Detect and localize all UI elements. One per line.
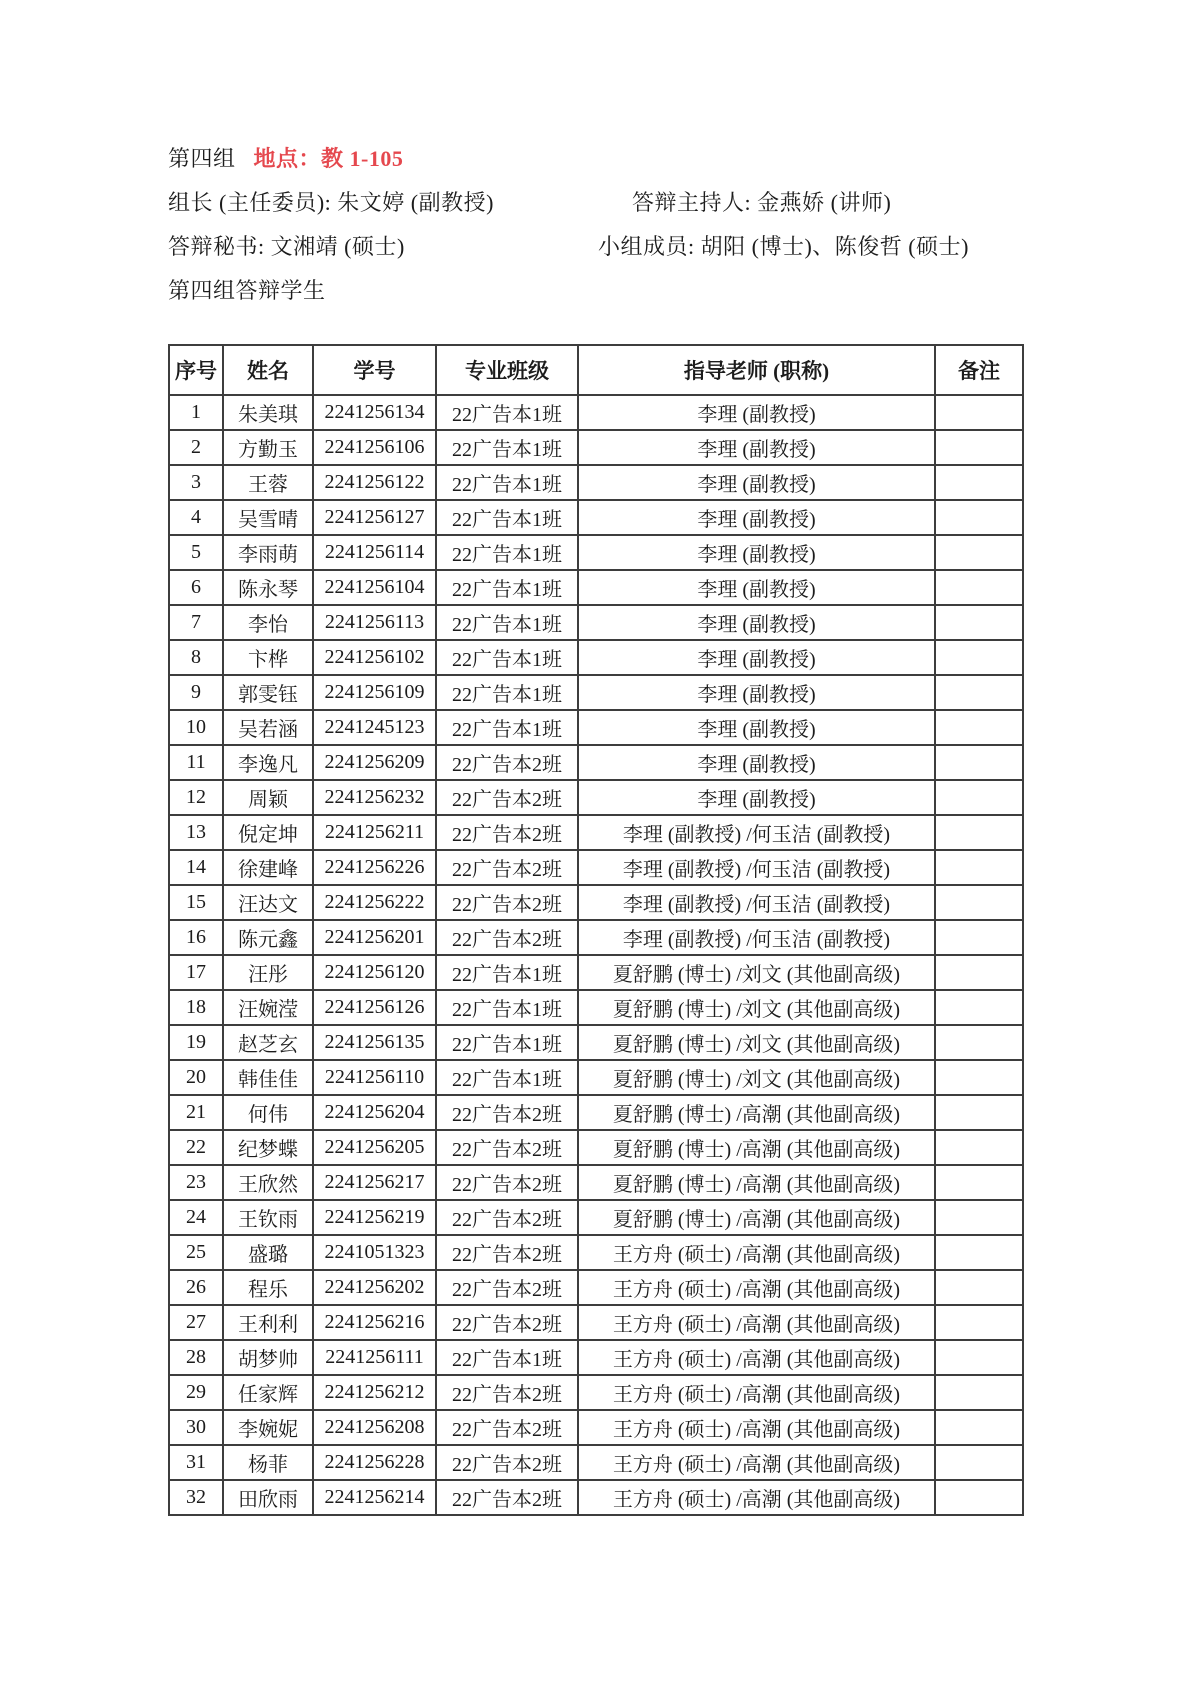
cell-advisor: 李理 (副教授) [578, 465, 935, 500]
table-row [169, 1375, 1023, 1410]
cell-student_id: 2241256110 [313, 1060, 436, 1095]
cell-class_name: 22广告本1班 [436, 955, 578, 990]
cell-name: 李逸凡 [223, 745, 313, 780]
cell-student_id: 2241256217 [313, 1165, 436, 1200]
cell-no: 15 [169, 885, 223, 920]
location-label: 地点：教 1-105 [253, 146, 404, 171]
cell-no: 26 [169, 1270, 223, 1305]
cell-name: 倪定坤 [223, 815, 313, 850]
cell-no: 25 [169, 1235, 223, 1270]
cell-remark [935, 920, 1023, 955]
cell-name: 方勤玉 [223, 430, 313, 465]
cell-remark [935, 605, 1023, 640]
cell-class_name: 22广告本2班 [436, 1480, 578, 1515]
cell-remark [935, 1165, 1023, 1200]
group-leader-text: 组长 (主任委员): 朱文婷 (副教授) [168, 190, 494, 215]
column-header-name: 姓名 [223, 345, 313, 395]
cell-name: 周颖 [223, 780, 313, 815]
cell-class_name: 22广告本1班 [436, 640, 578, 675]
table-row [169, 1095, 1023, 1130]
cell-remark [935, 1445, 1023, 1480]
cell-class_name: 22广告本2班 [436, 1305, 578, 1340]
table-row [169, 1305, 1023, 1340]
table-row [169, 1165, 1023, 1200]
cell-name: 胡梦帅 [223, 1340, 313, 1375]
cell-name: 吴若涵 [223, 710, 313, 745]
cell-advisor: 李理 (副教授) [578, 710, 935, 745]
student-table-body [169, 395, 1023, 1515]
secretary-line [168, 230, 1022, 274]
cell-class_name: 22广告本1班 [436, 465, 578, 500]
table-row [169, 850, 1023, 885]
cell-remark [935, 1340, 1023, 1375]
cell-remark [935, 500, 1023, 535]
cell-name: 任家辉 [223, 1375, 313, 1410]
cell-remark [935, 1130, 1023, 1165]
cell-remark [935, 990, 1023, 1025]
table-row [169, 710, 1023, 745]
cell-student_id: 2241256134 [313, 395, 436, 430]
cell-no: 30 [169, 1410, 223, 1445]
cell-student_id: 2241256201 [313, 920, 436, 955]
cell-remark [935, 675, 1023, 710]
table-header-row [169, 345, 1023, 395]
column-header-advisor: 指导老师 (职称) [578, 345, 935, 395]
cell-advisor: 王方舟 (硕士) /高潮 (其他副高级) [578, 1375, 935, 1410]
cell-advisor: 李理 (副教授) [578, 640, 935, 675]
table-row [169, 1130, 1023, 1165]
cell-class_name: 22广告本1班 [436, 675, 578, 710]
cell-remark [935, 1375, 1023, 1410]
defense-host-text: 答辩主持人: 金燕娇 (讲师) [632, 190, 892, 215]
cell-name: 盛璐 [223, 1235, 313, 1270]
cell-student_id: 2241256212 [313, 1375, 436, 1410]
column-header-class_name: 专业班级 [436, 345, 578, 395]
cell-student_id: 2241256109 [313, 675, 436, 710]
cell-name: 吴雪晴 [223, 500, 313, 535]
cell-remark [935, 1480, 1023, 1515]
cell-advisor: 李理 (副教授) /何玉洁 (副教授) [578, 885, 935, 920]
cell-advisor: 夏舒鹏 (博士) /刘文 (其他副高级) [578, 1060, 935, 1095]
table-row [169, 815, 1023, 850]
cell-student_id: 2241256228 [313, 1445, 436, 1480]
cell-class_name: 22广告本2班 [436, 1445, 578, 1480]
cell-class_name: 22广告本2班 [436, 920, 578, 955]
cell-name: 汪达文 [223, 885, 313, 920]
cell-student_id: 2241256113 [313, 605, 436, 640]
cell-remark [935, 815, 1023, 850]
table-row [169, 430, 1023, 465]
cell-remark [935, 1025, 1023, 1060]
cell-advisor: 夏舒鹏 (博士) /高潮 (其他副高级) [578, 1165, 935, 1200]
cell-no: 10 [169, 710, 223, 745]
table-row [169, 605, 1023, 640]
cell-advisor: 李理 (副教授) [578, 395, 935, 430]
cell-student_id: 2241256122 [313, 465, 436, 500]
cell-class_name: 22广告本2班 [436, 1375, 578, 1410]
defense-secretary-text: 答辩秘书: 文湘靖 (硕士) [168, 234, 405, 259]
table-row [169, 570, 1023, 605]
cell-no: 20 [169, 1060, 223, 1095]
cell-class_name: 22广告本1班 [436, 1340, 578, 1375]
cell-student_id: 2241256232 [313, 780, 436, 815]
group-title: 第四组 [168, 146, 236, 171]
cell-student_id: 2241245123 [313, 710, 436, 745]
cell-no: 3 [169, 465, 223, 500]
table-row [169, 395, 1023, 430]
table-row [169, 1025, 1023, 1060]
table-row [169, 745, 1023, 780]
cell-student_id: 2241256104 [313, 570, 436, 605]
cell-class_name: 22广告本1班 [436, 535, 578, 570]
cell-no: 32 [169, 1480, 223, 1515]
cell-student_id: 2241256114 [313, 535, 436, 570]
cell-advisor: 王方舟 (硕士) /高潮 (其他副高级) [578, 1340, 935, 1375]
cell-advisor: 李理 (副教授) [578, 500, 935, 535]
cell-advisor: 王方舟 (硕士) /高潮 (其他副高级) [578, 1235, 935, 1270]
cell-class_name: 22广告本1班 [436, 395, 578, 430]
cell-class_name: 22广告本2班 [436, 1235, 578, 1270]
cell-name: 卞桦 [223, 640, 313, 675]
cell-remark [935, 780, 1023, 815]
cell-name: 郭雯钰 [223, 675, 313, 710]
column-header-no: 序号 [169, 345, 223, 395]
table-row [169, 920, 1023, 955]
cell-class_name: 22广告本2班 [436, 1130, 578, 1165]
cell-remark [935, 1060, 1023, 1095]
cell-name: 田欣雨 [223, 1480, 313, 1515]
cell-name: 王欣然 [223, 1165, 313, 1200]
cell-class_name: 22广告本2班 [436, 850, 578, 885]
cell-remark [935, 745, 1023, 780]
cell-no: 4 [169, 500, 223, 535]
cell-advisor: 夏舒鹏 (博士) /高潮 (其他副高级) [578, 1200, 935, 1235]
cell-remark [935, 1095, 1023, 1130]
cell-student_id: 2241051323 [313, 1235, 436, 1270]
column-header-student_id: 学号 [313, 345, 436, 395]
table-row [169, 1480, 1023, 1515]
cell-remark [935, 1305, 1023, 1340]
cell-student_id: 2241256120 [313, 955, 436, 990]
cell-advisor: 夏舒鹏 (博士) /刘文 (其他副高级) [578, 1025, 935, 1060]
cell-name: 王利利 [223, 1305, 313, 1340]
cell-no: 31 [169, 1445, 223, 1480]
cell-student_id: 2241256209 [313, 745, 436, 780]
cell-name: 韩佳佳 [223, 1060, 313, 1095]
cell-name: 程乐 [223, 1270, 313, 1305]
cell-student_id: 2241256205 [313, 1130, 436, 1165]
cell-name: 何伟 [223, 1095, 313, 1130]
cell-student_id: 2241256102 [313, 640, 436, 675]
cell-class_name: 22广告本2班 [436, 1165, 578, 1200]
cell-class_name: 22广告本2班 [436, 745, 578, 780]
cell-class_name: 22广告本1班 [436, 1060, 578, 1095]
cell-no: 18 [169, 990, 223, 1025]
cell-no: 12 [169, 780, 223, 815]
cell-remark [935, 955, 1023, 990]
cell-name: 陈元鑫 [223, 920, 313, 955]
cell-name: 李怡 [223, 605, 313, 640]
cell-advisor: 李理 (副教授) [578, 780, 935, 815]
cell-no: 28 [169, 1340, 223, 1375]
cell-student_id: 2241256211 [313, 815, 436, 850]
cell-name: 赵芝玄 [223, 1025, 313, 1060]
cell-student_id: 2241256214 [313, 1480, 436, 1515]
cell-student_id: 2241256202 [313, 1270, 436, 1305]
cell-advisor: 夏舒鹏 (博士) /高潮 (其他副高级) [578, 1095, 935, 1130]
cell-remark [935, 465, 1023, 500]
cell-student_id: 2241256222 [313, 885, 436, 920]
cell-advisor: 夏舒鹏 (博士) /刘文 (其他副高级) [578, 990, 935, 1025]
cell-no: 2 [169, 430, 223, 465]
cell-name: 王钦雨 [223, 1200, 313, 1235]
cell-advisor: 李理 (副教授) /何玉洁 (副教授) [578, 815, 935, 850]
cell-no: 24 [169, 1200, 223, 1235]
table-row [169, 535, 1023, 570]
cell-class_name: 22广告本1班 [436, 605, 578, 640]
cell-advisor: 王方舟 (硕士) /高潮 (其他副高级) [578, 1410, 935, 1445]
column-header-remark: 备注 [935, 345, 1023, 395]
cell-advisor: 王方舟 (硕士) /高潮 (其他副高级) [578, 1270, 935, 1305]
cell-no: 1 [169, 395, 223, 430]
cell-name: 朱美琪 [223, 395, 313, 430]
cell-class_name: 22广告本2班 [436, 1270, 578, 1305]
cell-student_id: 2241256219 [313, 1200, 436, 1235]
table-row [169, 1270, 1023, 1305]
cell-no: 27 [169, 1305, 223, 1340]
cell-no: 13 [169, 815, 223, 850]
cell-name: 汪彤 [223, 955, 313, 990]
cell-remark [935, 885, 1023, 920]
table-row [169, 1235, 1023, 1270]
group-members-text: 小组成员: 胡阳 (博士)、陈俊哲 (硕士) [598, 234, 969, 259]
cell-no: 21 [169, 1095, 223, 1130]
cell-advisor: 李理 (副教授) [578, 570, 935, 605]
cell-remark [935, 430, 1023, 465]
cell-advisor: 夏舒鹏 (博士) /高潮 (其他副高级) [578, 1130, 935, 1165]
cell-remark [935, 1410, 1023, 1445]
cell-no: 9 [169, 675, 223, 710]
table-title: 第四组答辩学生 [168, 278, 326, 303]
cell-class_name: 22广告本2班 [436, 780, 578, 815]
cell-remark [935, 535, 1023, 570]
cell-name: 陈永琴 [223, 570, 313, 605]
cell-class_name: 22广告本2班 [436, 1200, 578, 1235]
cell-class_name: 22广告本1班 [436, 430, 578, 465]
cell-student_id: 2241256226 [313, 850, 436, 885]
table-row [169, 885, 1023, 920]
cell-student_id: 2241256106 [313, 430, 436, 465]
group-location-line [168, 142, 1022, 186]
cell-class_name: 22广告本1班 [436, 710, 578, 745]
cell-advisor: 夏舒鹏 (博士) /刘文 (其他副高级) [578, 955, 935, 990]
cell-student_id: 2241256127 [313, 500, 436, 535]
table-row [169, 1340, 1023, 1375]
cell-remark [935, 570, 1023, 605]
cell-no: 19 [169, 1025, 223, 1060]
cell-name: 徐建峰 [223, 850, 313, 885]
cell-class_name: 22广告本2班 [436, 885, 578, 920]
cell-student_id: 2241256135 [313, 1025, 436, 1060]
table-row [169, 1060, 1023, 1095]
cell-class_name: 22广告本1班 [436, 570, 578, 605]
cell-remark [935, 710, 1023, 745]
cell-no: 22 [169, 1130, 223, 1165]
table-row [169, 1200, 1023, 1235]
cell-remark [935, 850, 1023, 885]
cell-class_name: 22广告本2班 [436, 815, 578, 850]
leader-line [168, 186, 1022, 230]
cell-advisor: 李理 (副教授) [578, 605, 935, 640]
table-row [169, 1445, 1023, 1480]
cell-advisor: 李理 (副教授) [578, 675, 935, 710]
cell-name: 汪婉滢 [223, 990, 313, 1025]
cell-name: 杨菲 [223, 1445, 313, 1480]
cell-no: 7 [169, 605, 223, 640]
cell-no: 23 [169, 1165, 223, 1200]
table-row [169, 465, 1023, 500]
cell-student_id: 2241256126 [313, 990, 436, 1025]
cell-advisor: 李理 (副教授) [578, 535, 935, 570]
cell-advisor: 王方舟 (硕士) /高潮 (其他副高级) [578, 1480, 935, 1515]
cell-advisor: 王方舟 (硕士) /高潮 (其他副高级) [578, 1445, 935, 1480]
cell-name: 王蓉 [223, 465, 313, 500]
table-row [169, 675, 1023, 710]
cell-advisor: 李理 (副教授) [578, 430, 935, 465]
cell-student_id: 2241256216 [313, 1305, 436, 1340]
cell-name: 纪梦蝶 [223, 1130, 313, 1165]
cell-no: 17 [169, 955, 223, 990]
table-row [169, 990, 1023, 1025]
cell-class_name: 22广告本1班 [436, 500, 578, 535]
cell-no: 14 [169, 850, 223, 885]
cell-no: 8 [169, 640, 223, 675]
cell-advisor: 李理 (副教授) [578, 745, 935, 780]
cell-name: 李雨萌 [223, 535, 313, 570]
cell-student_id: 2241256204 [313, 1095, 436, 1130]
table-row [169, 640, 1023, 675]
cell-no: 29 [169, 1375, 223, 1410]
cell-class_name: 22广告本1班 [436, 1025, 578, 1060]
cell-advisor: 王方舟 (硕士) /高潮 (其他副高级) [578, 1305, 935, 1340]
table-row [169, 955, 1023, 990]
table-row [169, 780, 1023, 815]
table-row [169, 1410, 1023, 1445]
cell-name: 李婉妮 [223, 1410, 313, 1445]
cell-student_id: 2241256111 [313, 1340, 436, 1375]
cell-no: 16 [169, 920, 223, 955]
cell-remark [935, 395, 1023, 430]
cell-class_name: 22广告本1班 [436, 990, 578, 1025]
cell-remark [935, 1200, 1023, 1235]
table-row [169, 500, 1023, 535]
cell-no: 6 [169, 570, 223, 605]
cell-class_name: 22广告本2班 [436, 1095, 578, 1130]
cell-advisor: 李理 (副教授) /何玉洁 (副教授) [578, 850, 935, 885]
cell-class_name: 22广告本2班 [436, 1410, 578, 1445]
cell-no: 5 [169, 535, 223, 570]
cell-no: 11 [169, 745, 223, 780]
cell-remark [935, 640, 1023, 675]
cell-student_id: 2241256208 [313, 1410, 436, 1445]
cell-advisor: 李理 (副教授) /何玉洁 (副教授) [578, 920, 935, 955]
cell-remark [935, 1270, 1023, 1305]
cell-remark [935, 1235, 1023, 1270]
student-roster-table [168, 344, 1024, 1516]
